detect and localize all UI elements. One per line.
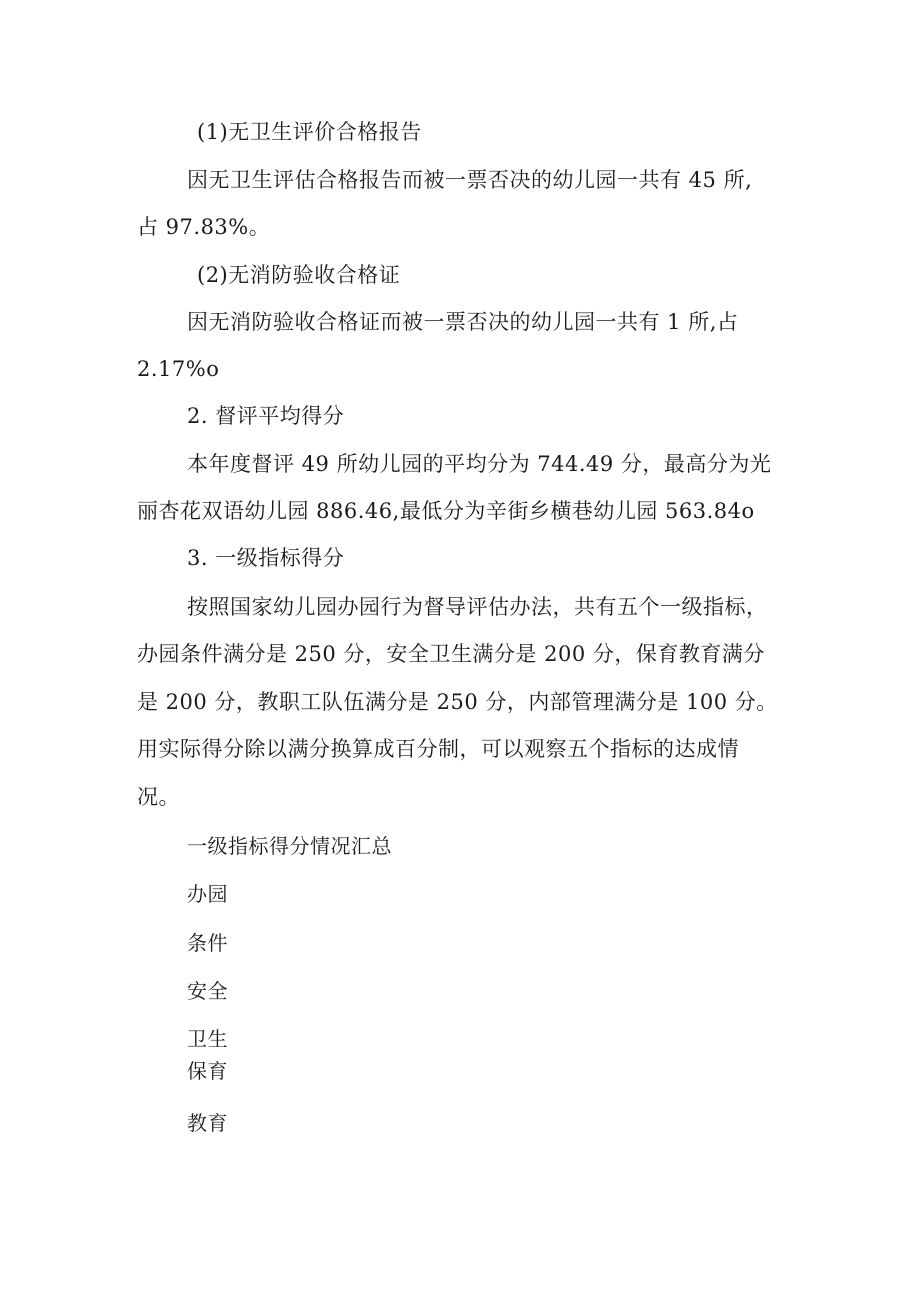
section-4-heading: 3. 一级指标得分 — [187, 546, 345, 570]
section-2-paragraph-line-1: 因无消防验收合格证而被一票否决的幼儿园一共有 1 所,占 — [187, 310, 739, 334]
summary-item-baoyu: 保育 — [187, 1059, 228, 1083]
section-3-paragraph-line-1: 本年度督评 49 所幼儿园的平均分为 744.49 分，最高分为光 — [187, 452, 772, 476]
section-1-paragraph-line-2: 占 97.83%。 — [137, 215, 271, 239]
summary-item-anquan: 安全 — [187, 979, 228, 1003]
summary-item-tiaojian: 条件 — [187, 931, 228, 955]
section-3-heading: 2. 督评平均得分 — [187, 404, 345, 428]
summary-item-weisheng: 卫生 — [187, 1027, 228, 1051]
section-4-paragraph-line-1: 按照国家幼儿园办园行为督导评估办法，共有五个一级指标， — [187, 595, 768, 619]
summary-item-banyuan: 办园 — [187, 882, 228, 906]
section-4-paragraph-line-4: 用实际得分除以满分换算成百分制，可以观察五个指标的达成情 — [137, 737, 739, 761]
summary-title: 一级指标得分情况汇总 — [187, 834, 392, 858]
summary-item-jiaoyu: 教育 — [187, 1111, 228, 1135]
section-1-heading: (1)无卫生评价合格报告 — [197, 120, 422, 144]
section-3-paragraph-line-2: 丽杏花双语幼儿园 886.46,最低分为辛街乡横巷幼儿园 563.84o — [137, 499, 755, 523]
section-2-paragraph-line-2: 2.17%o — [137, 357, 220, 381]
section-2-heading: (2)无消防验收合格证 — [197, 263, 401, 287]
section-4-paragraph-line-3: 是 200 分，教职工队伍满分是 250 分，内部管理满分是 100 分。 — [137, 690, 778, 714]
section-4-paragraph-line-2: 办园条件满分是 250 分，安全卫生满分是 200 分，保育教育满分 — [137, 642, 765, 666]
section-1-paragraph-line-1: 因无卫生评估合格报告而被一票否决的幼儿园一共有 45 所, — [187, 168, 753, 192]
section-4-paragraph-line-5: 况。 — [137, 785, 180, 809]
